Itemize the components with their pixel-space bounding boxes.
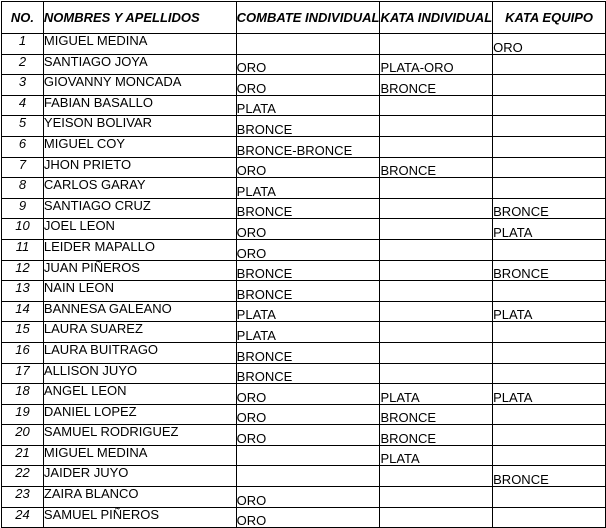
kata-individual-result [380,281,493,302]
header-no: NO. [2,2,44,34]
kata-equipo-result: BRONCE [493,466,606,487]
combate-individual-result: ORO [236,219,380,240]
kata-equipo-result: ORO [493,34,606,55]
table-row [2,301,606,322]
row-number: 9 [2,198,44,219]
athlete-name: LAURA BUITRAGO [43,342,236,363]
table-row [2,34,606,55]
combate-individual-result: ORO [236,487,380,508]
combate-individual-result: BRONCE [236,363,380,384]
table-row [2,178,606,199]
kata-individual-result [380,260,493,281]
kata-equipo-result [493,157,606,178]
athlete-name: YEISON BOLIVAR [43,116,236,137]
kata-individual-result: PLATA [380,445,493,466]
combate-individual-result: ORO [236,75,380,96]
combate-individual-result [236,34,380,55]
combate-individual-result: BRONCE [236,116,380,137]
combate-individual-result: BRONCE [236,281,380,302]
row-number: 7 [2,157,44,178]
kata-equipo-result [493,95,606,116]
table-row [2,239,606,260]
row-number: 14 [2,301,44,322]
row-number: 11 [2,239,44,260]
combate-individual-result: ORO [236,384,380,405]
row-number: 19 [2,404,44,425]
table-row [2,384,606,405]
combate-individual-result: ORO [236,157,380,178]
kata-equipo-result: BRONCE [493,198,606,219]
kata-individual-result [380,239,493,260]
table-row [2,157,606,178]
kata-equipo-result [493,425,606,446]
kata-individual-result [380,219,493,240]
kata-individual-result [380,136,493,157]
kata-equipo-result: PLATA [493,219,606,240]
table-row [2,466,606,487]
kata-equipo-result: PLATA [493,384,606,405]
kata-individual-result: BRONCE [380,425,493,446]
row-number: 15 [2,322,44,343]
athlete-name: GIOVANNY MONCADA [43,75,236,96]
combate-individual-result: PLATA [236,178,380,199]
combate-individual-result: PLATA [236,95,380,116]
athlete-name: ALLISON JUYO [43,363,236,384]
kata-equipo-result [493,363,606,384]
row-number: 1 [2,34,44,55]
row-number: 5 [2,116,44,137]
header-name: NOMBRES Y APELLIDOS [43,2,236,34]
table-row [2,54,606,75]
table-row [2,75,606,96]
kata-equipo-result [493,404,606,425]
row-number: 6 [2,136,44,157]
kata-individual-result [380,301,493,322]
combate-individual-result [236,445,380,466]
combate-individual-result [236,466,380,487]
kata-equipo-result [493,445,606,466]
kata-equipo-result [493,281,606,302]
kata-individual-result [380,363,493,384]
athlete-name: JUAN PIÑEROS [43,260,236,281]
athlete-name: SAMUEL RODRIGUEZ [43,425,236,446]
athlete-name: MIGUEL MEDINA [43,445,236,466]
combate-individual-result: ORO [236,239,380,260]
kata-individual-result [380,466,493,487]
athlete-name: SANTIAGO JOYA [43,54,236,75]
table-row [2,116,606,137]
combate-individual-result: BRONCE [236,342,380,363]
athlete-name: JOEL LEON [43,219,236,240]
kata-equipo-result [493,239,606,260]
athlete-name: CARLOS GARAY [43,178,236,199]
kata-individual-result [380,507,493,528]
kata-individual-result [380,322,493,343]
table-row [2,95,606,116]
kata-equipo-result [493,136,606,157]
row-number: 4 [2,95,44,116]
table-row [2,198,606,219]
kata-individual-result [380,487,493,508]
kata-individual-result [380,95,493,116]
combate-individual-result: BRONCE [236,260,380,281]
row-number: 22 [2,466,44,487]
kata-equipo-result: PLATA [493,301,606,322]
header-kata-equipo: KATA EQUIPO [493,2,606,34]
kata-equipo-result [493,507,606,528]
combate-individual-result: PLATA [236,301,380,322]
combate-individual-result: ORO [236,507,380,528]
athlete-name: DANIEL LOPEZ [43,404,236,425]
row-number: 8 [2,178,44,199]
athlete-name: MIGUEL COY [43,136,236,157]
row-number: 23 [2,487,44,508]
row-number: 10 [2,219,44,240]
table-row [2,507,606,528]
header-combate-individual: COMBATE INDIVIDUAL [236,2,380,34]
kata-individual-result [380,342,493,363]
combate-individual-result: ORO [236,425,380,446]
athlete-name: SANTIAGO CRUZ [43,198,236,219]
table-row [2,404,606,425]
kata-individual-result: BRONCE [380,157,493,178]
athlete-name: LAURA SUAREZ [43,322,236,343]
table-row [2,342,606,363]
table-row [2,363,606,384]
row-number: 12 [2,260,44,281]
kata-individual-result [380,116,493,137]
kata-individual-result [380,178,493,199]
athlete-name: JHON PRIETO [43,157,236,178]
table-row [2,322,606,343]
kata-equipo-result: BRONCE [493,260,606,281]
athlete-name: NAIN LEON [43,281,236,302]
table-row [2,281,606,302]
kata-equipo-result [493,75,606,96]
athlete-name: FABIAN BASALLO [43,95,236,116]
kata-equipo-result [493,116,606,137]
table-row [2,219,606,240]
kata-equipo-result [493,178,606,199]
athlete-name: ANGEL LEON [43,384,236,405]
combate-individual-result: BRONCE [236,198,380,219]
row-number: 21 [2,445,44,466]
athlete-name: SAMUEL PIÑEROS [43,507,236,528]
table-row [2,425,606,446]
kata-equipo-result [493,322,606,343]
row-number: 17 [2,363,44,384]
header-row [2,2,606,34]
kata-individual-result [380,34,493,55]
row-number: 13 [2,281,44,302]
combate-individual-result: BRONCE-BRONCE [236,136,380,157]
athlete-name: BANNESA GALEANO [43,301,236,322]
header-kata-individual: KATA INDIVIDUAL [380,2,493,34]
athlete-name: MIGUEL MEDINA [43,34,236,55]
combate-individual-result: ORO [236,404,380,425]
row-number: 2 [2,54,44,75]
athlete-name: ZAIRA BLANCO [43,487,236,508]
table-row [2,136,606,157]
kata-equipo-result [493,342,606,363]
row-number: 20 [2,425,44,446]
table-row [2,445,606,466]
table-body [2,34,606,528]
table-header [2,2,606,34]
combate-individual-result: ORO [236,54,380,75]
kata-individual-result: PLATA [380,384,493,405]
combate-individual-result: PLATA [236,322,380,343]
kata-equipo-result [493,54,606,75]
athlete-name: LEIDER MAPALLO [43,239,236,260]
athlete-name: JAIDER JUYO [43,466,236,487]
row-number: 3 [2,75,44,96]
table-row [2,487,606,508]
row-number: 18 [2,384,44,405]
kata-individual-result: PLATA-ORO [380,54,493,75]
kata-individual-result: BRONCE [380,404,493,425]
kata-individual-result: BRONCE [380,75,493,96]
row-number: 16 [2,342,44,363]
table-row [2,260,606,281]
row-number: 24 [2,507,44,528]
results-table [1,1,606,528]
kata-individual-result [380,198,493,219]
kata-equipo-result [493,487,606,508]
